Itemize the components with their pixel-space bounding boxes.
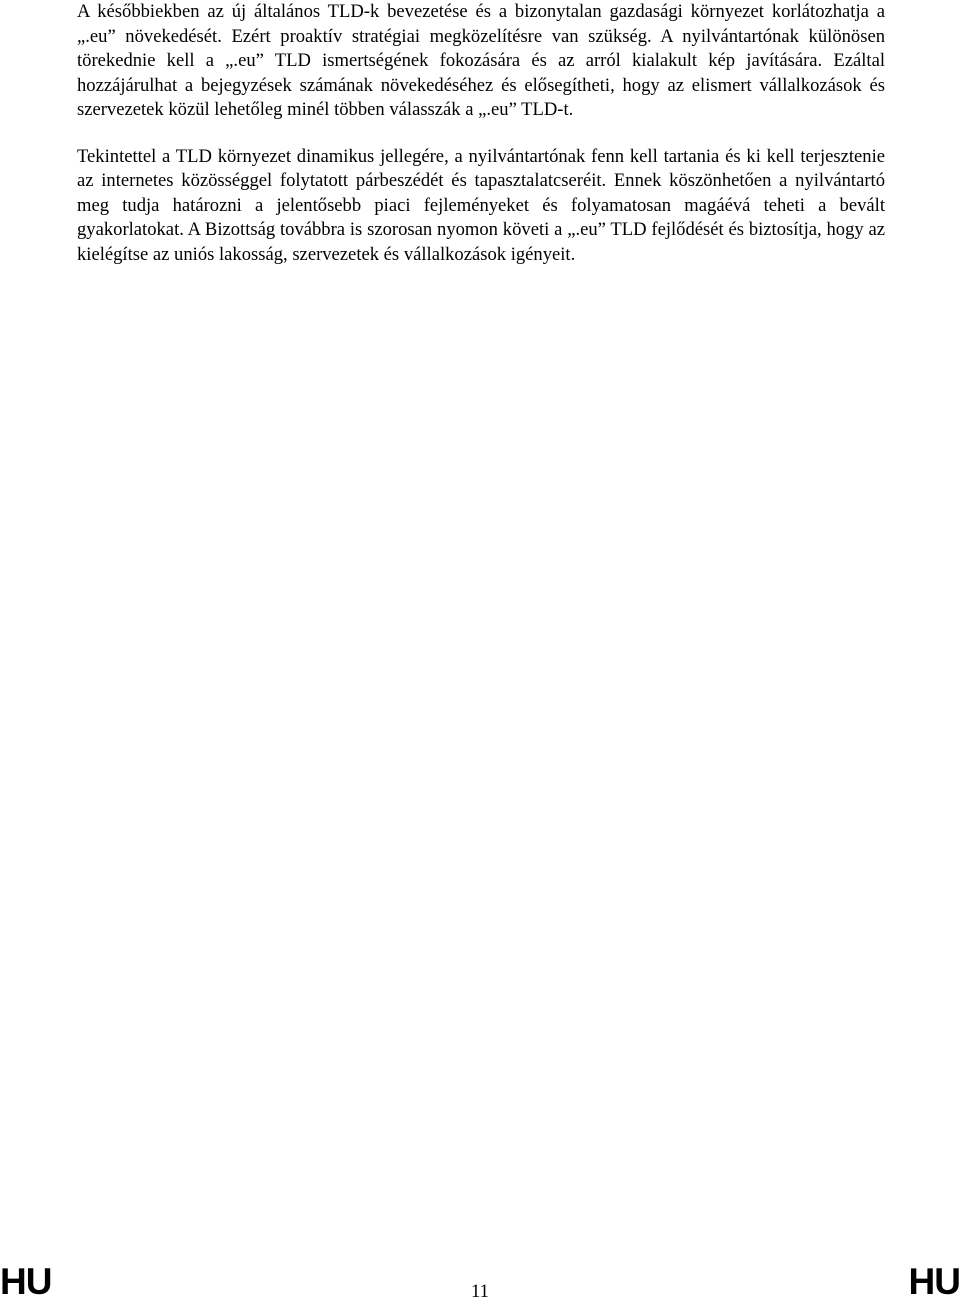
footer-language-code-right: HU: [908, 1261, 960, 1302]
paragraph: A későbbiekben az új általános TLD-k bevezetése és a bizonytalan gazdasági környezet korlátozhatja a „.eu” növekedését. Ezért proaktív stratégiai megközelítésre van szükség. A nyilvántartónak különösen törekednie kell a „.eu” TLD ismertségének fokozására és az arról kialakult kép javítására. Ezáltal hozzájárulhat a bejegyzések számának növekedéséhez és elősegítheti, hogy az elismert vállalkozások és szervezetek közül lehetőleg minél többen válasszák a „.eu” TLD-t.: [77, 1, 885, 120]
page-number: 11: [471, 1281, 489, 1302]
footer-language-code-left: HU: [0, 1261, 52, 1302]
document-body: [77, 0, 885, 267]
paragraph: Tekintettel a TLD környezet dinamikus jellegére, a nyilvántartónak fenn kell tartania és ki kell terjesztenie az internetes közösséggel folytatott párbeszédét és tapasztalatcseréit. Ennek köszönhetően a nyilvántartó meg tudja határozni a jelentősebb piaci fejleményeket és folyamatosan magáévá teheti a bevált gyakorlatokat. A Bizottság továbbra is szorosan nyomon követi a „.eu” TLD fejlődését és biztosítja, hogy az kielégítse az uniós lakosság, szervezetek és vállalkozások igényeit.: [77, 145, 885, 265]
